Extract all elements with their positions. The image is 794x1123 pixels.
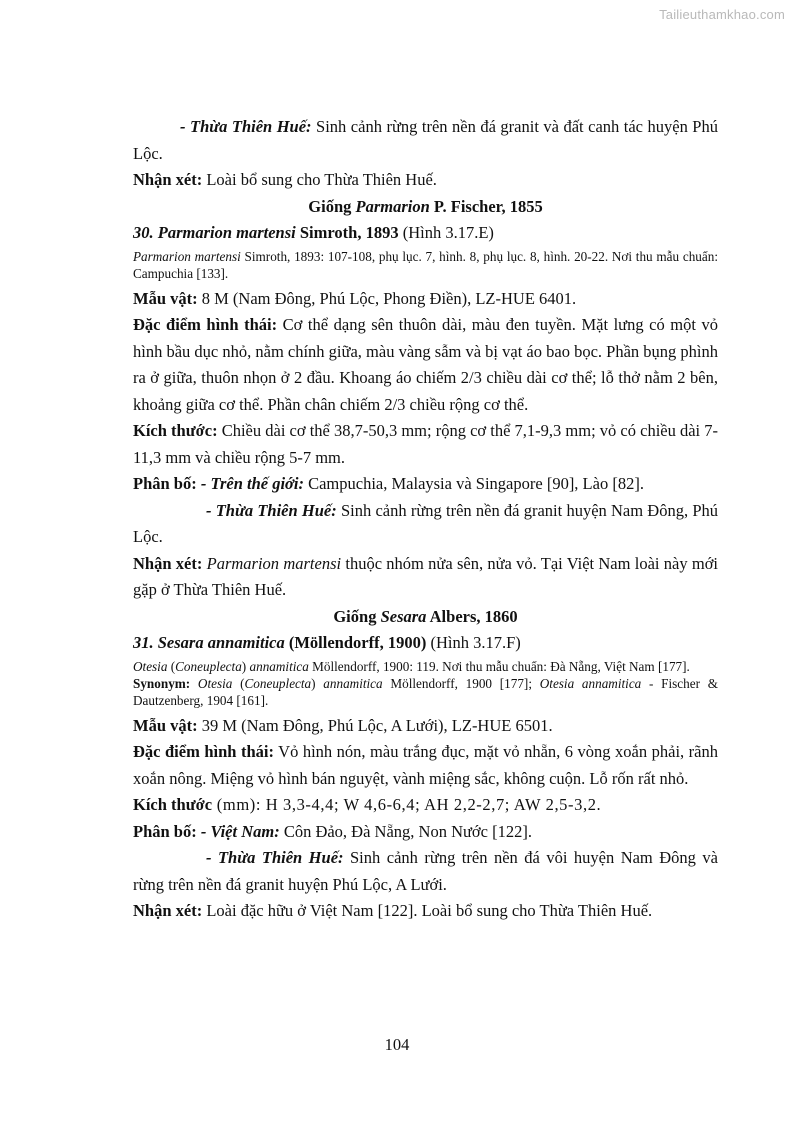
distribution-paragraph bbox=[133, 819, 718, 846]
distribution-text: Sinh cảnh rừng trên nền đá granit và đất canh tác huyện Phú Lộc. bbox=[133, 117, 718, 163]
specimen-text: 39 M (Nam Đông, Phú Lộc, A Lưới), LZ-HUE 6501. bbox=[197, 715, 553, 735]
region-label: - Thừa Thiên Huế: bbox=[180, 117, 312, 136]
reference-text: Möllendorff, 1900: 119. Nơi thu mẫu chuẩn: Đà Nẵng, Việt Nam [177]. bbox=[308, 658, 690, 674]
paren-close: ) bbox=[241, 658, 250, 674]
remark-text: Loài bổ sung cho Thừa Thiên Huế. bbox=[202, 170, 437, 189]
size-paragraph bbox=[133, 418, 718, 471]
distribution-paragraph bbox=[133, 114, 718, 167]
remark-label: Nhận xét: bbox=[133, 553, 203, 573]
genus-prefix: Giống bbox=[308, 196, 356, 216]
paren-open: ( bbox=[167, 658, 176, 674]
synonym-genus: Otesia bbox=[190, 675, 233, 691]
distribution-paragraph bbox=[133, 845, 718, 898]
species-heading bbox=[133, 630, 718, 656]
size-label: Kích thước bbox=[133, 795, 213, 814]
distribution-label: Phân bố: bbox=[133, 821, 197, 841]
region-label: - Việt Nam: bbox=[196, 821, 280, 841]
size-paragraph bbox=[133, 792, 718, 819]
region-label: - Trên thế giới: bbox=[196, 474, 304, 493]
remark-paragraph bbox=[133, 167, 718, 194]
synonym-text: Möllendorff, 1900 [177]; bbox=[382, 675, 540, 691]
paren-open: ( bbox=[232, 675, 245, 691]
figure-reference: (Hình 3.17.E) bbox=[398, 222, 494, 242]
specimen-paragraph bbox=[133, 286, 718, 313]
remark-text: Loài đặc hữu ở Việt Nam [122]. Loài bổ sung cho Thừa Thiên Huế. bbox=[202, 901, 653, 920]
genus-heading bbox=[133, 604, 718, 630]
morphology-label: Đặc điểm hình thái: bbox=[133, 742, 274, 761]
species-author: Simroth, 1893 bbox=[295, 222, 399, 242]
page-number: 104 bbox=[384, 1035, 410, 1054]
synonym-paragraph bbox=[133, 675, 718, 709]
morphology-paragraph bbox=[133, 312, 718, 418]
reference-paragraph bbox=[133, 248, 718, 282]
specimen-label: Mẫu vật: bbox=[133, 715, 198, 735]
remark-label: Nhận xét: bbox=[133, 170, 203, 189]
genus-name: Parmarion bbox=[355, 196, 430, 216]
figure-reference: (Hình 3.17.F) bbox=[426, 632, 521, 652]
remark-text: thuộc nhóm nửa sên, nửa vỏ. Tại Việt Nam loài này mới gặp ở Thừa Thiên Huế. bbox=[133, 553, 719, 599]
synonym-name: Otesia annamitica bbox=[539, 675, 642, 691]
region-label: - Thừa Thiên Huế: bbox=[206, 500, 337, 520]
paren-close: ) bbox=[311, 675, 324, 691]
distribution-paragraph bbox=[133, 471, 718, 498]
document-body bbox=[133, 114, 718, 925]
distribution-text: Côn Đảo, Đà Nẵng, Non Nước [122]. bbox=[279, 821, 532, 841]
reference-paragraph bbox=[133, 658, 718, 675]
reference-genus: Otesia bbox=[133, 658, 168, 674]
synonym-subgenus: Coneuplecta bbox=[244, 675, 312, 691]
reference-name: Parmarion martensi bbox=[133, 248, 241, 264]
reference-text: Simroth, 1893: 107-108, phụ lục. 7, hình. 8, phụ lục. 8, hình. 20-22. Nơi thu mẫu chuẩn: Campuchia [133]. bbox=[133, 248, 718, 281]
morphology-text: Vỏ hình nón, màu trắng đục, mặt vỏ nhẵn, 6 vòng xoắn phải, rãnh xoắn nông. Miệng vỏ hình bán nguyệt, vành miệng sắc, không cuộn. Lỗ rốn rất nhỏ. bbox=[133, 742, 718, 788]
region-label: - Thừa Thiên Huế: bbox=[206, 848, 344, 867]
genus-heading bbox=[133, 194, 718, 220]
species-name: 30. Parmarion martensi bbox=[133, 222, 296, 242]
species-name: 31. Sesara annamitica bbox=[133, 632, 285, 652]
specimen-label: Mẫu vật: bbox=[133, 288, 198, 308]
reference-species: annamitica bbox=[249, 658, 309, 674]
size-label: Kích thước: bbox=[133, 421, 218, 440]
species-heading bbox=[133, 220, 718, 246]
size-text: Chiều dài cơ thể 38,7-50,3 mm; rộng cơ thể 7,1-9,3 mm; vỏ có chiều dài 7-11,3 mm và chiều rộng 5-7 mm. bbox=[133, 421, 719, 467]
watermark: Tailieuthamkhao.com bbox=[659, 7, 785, 22]
distribution-label: Phân bố: bbox=[133, 474, 197, 493]
morphology-text: Cơ thể dạng sên thuôn dài, màu đen tuyền. Mặt lưng có một vỏ hình bầu dục nhỏ, nằm chính giữa, màu vàng sẫm và bị vạt áo bao bọc. Phần bụng phình ra ở giữa, thuôn nhọn ở 2 đầu. Khoang áo chiếm 2/3 chiều dài cơ thể; lỗ thở nằm 2 bên, khoảng giữa cơ thể. Phần chân chiếm 2/3 chiều rộng cơ thể. bbox=[133, 315, 718, 414]
distribution-text: Sinh cảnh rừng trên nền đá granit huyện Nam Đông, Phú Lộc. bbox=[133, 500, 718, 546]
distribution-text: Sinh cảnh rừng trên nền đá vôi huyện Nam Đông và rừng trên nền đá granit huyện Phú Lộc, A Lưới. bbox=[133, 848, 718, 894]
species-author: (Möllendorff, 1900) bbox=[284, 632, 427, 652]
distribution-text: Campuchia, Malaysia và Singapore [90], Lào [82]. bbox=[303, 474, 644, 493]
genus-name: Sesara bbox=[380, 606, 427, 626]
specimen-paragraph bbox=[133, 713, 718, 740]
morphology-label: Đặc điểm hình thái: bbox=[133, 315, 278, 334]
synonym-species: annamitica bbox=[323, 675, 383, 691]
synonym-text: - Fischer & Dautzenberg, 1904 [161]. bbox=[133, 675, 718, 708]
distribution-paragraph bbox=[133, 498, 718, 551]
genus-prefix: Giống bbox=[333, 606, 381, 626]
synonym-label: Synonym: bbox=[133, 675, 191, 691]
size-text: (mm): H 3,3-4,4; W 4,6-6,4; AH 2,2-2,7; AW 2,5-3,2. bbox=[212, 795, 602, 814]
morphology-paragraph bbox=[133, 739, 718, 792]
remark-paragraph bbox=[133, 551, 718, 604]
remark-label: Nhận xét: bbox=[133, 901, 203, 920]
specimen-text: 8 M (Nam Đông, Phú Lộc, Phong Điền), LZ-HUE 6401. bbox=[197, 288, 577, 308]
remark-paragraph bbox=[133, 898, 718, 925]
reference-subgenus: Coneuplecta bbox=[175, 658, 242, 674]
genus-author: P. Fischer, 1855 bbox=[429, 196, 543, 216]
genus-author: Albers, 1860 bbox=[426, 606, 518, 626]
remark-species: Parmarion martensi bbox=[202, 553, 342, 573]
